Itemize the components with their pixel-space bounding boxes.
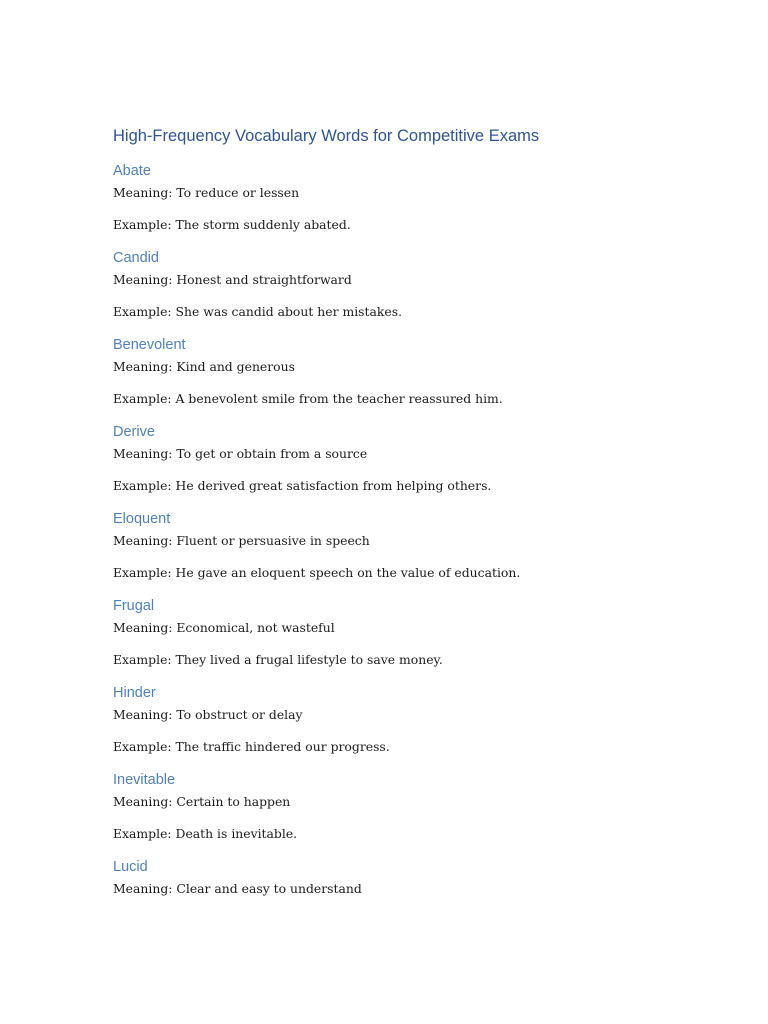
vocab-word: Derive	[113, 424, 155, 440]
vocab-example: Example: He gave an eloquent speech on the value of education.	[113, 565, 521, 580]
vocab-word: Hinder	[113, 685, 156, 701]
vocab-word: Benevolent	[113, 337, 186, 353]
vocab-entry	[113, 856, 713, 900]
vocab-example: Example: They lived a frugal lifestyle to save money.	[113, 652, 443, 667]
document-title: High-Frequency Vocabulary Words for Competitive Exams	[113, 127, 540, 145]
vocab-example: Example: She was candid about her mistakes.	[113, 304, 403, 319]
document-body	[113, 124, 713, 910]
vocab-entry	[113, 508, 713, 584]
vocab-entry	[113, 421, 713, 497]
vocab-entry	[113, 682, 713, 758]
vocab-meaning: Meaning: To obstruct or delay	[113, 707, 303, 722]
vocab-word: Frugal	[113, 598, 155, 614]
vocab-meaning: Meaning: Kind and generous	[113, 359, 295, 374]
vocab-word: Candid	[113, 250, 159, 266]
vocab-word: Inevitable	[113, 772, 176, 788]
vocab-meaning: Meaning: Fluent or persuasive in speech	[113, 533, 370, 548]
vocab-meaning: Meaning: Honest and straightforward	[113, 272, 352, 287]
vocab-meaning: Meaning: Certain to happen	[113, 794, 291, 809]
vocab-word: Lucid	[113, 859, 148, 875]
vocab-word: Eloquent	[113, 511, 171, 527]
vocab-example: Example: Death is inevitable.	[113, 826, 298, 841]
vocab-example: Example: The storm suddenly abated.	[113, 217, 351, 232]
vocab-meaning: Meaning: Economical, not wasteful	[113, 620, 335, 635]
vocab-entry	[113, 160, 713, 236]
vocab-entry	[113, 595, 713, 671]
vocab-example: Example: He derived great satisfaction from helping others.	[113, 478, 492, 493]
vocab-example: Example: The traffic hindered our progress.	[113, 739, 390, 754]
vocab-meaning: Meaning: Clear and easy to understand	[113, 881, 362, 896]
vocab-meaning: Meaning: To reduce or lessen	[113, 185, 300, 200]
vocab-entry	[113, 247, 713, 323]
vocab-example: Example: A benevolent smile from the teacher reassured him.	[113, 391, 503, 406]
vocab-entry	[113, 334, 713, 410]
vocab-word: Abate	[113, 163, 151, 179]
vocab-meaning: Meaning: To get or obtain from a source	[113, 446, 368, 461]
vocab-entry	[113, 769, 713, 845]
